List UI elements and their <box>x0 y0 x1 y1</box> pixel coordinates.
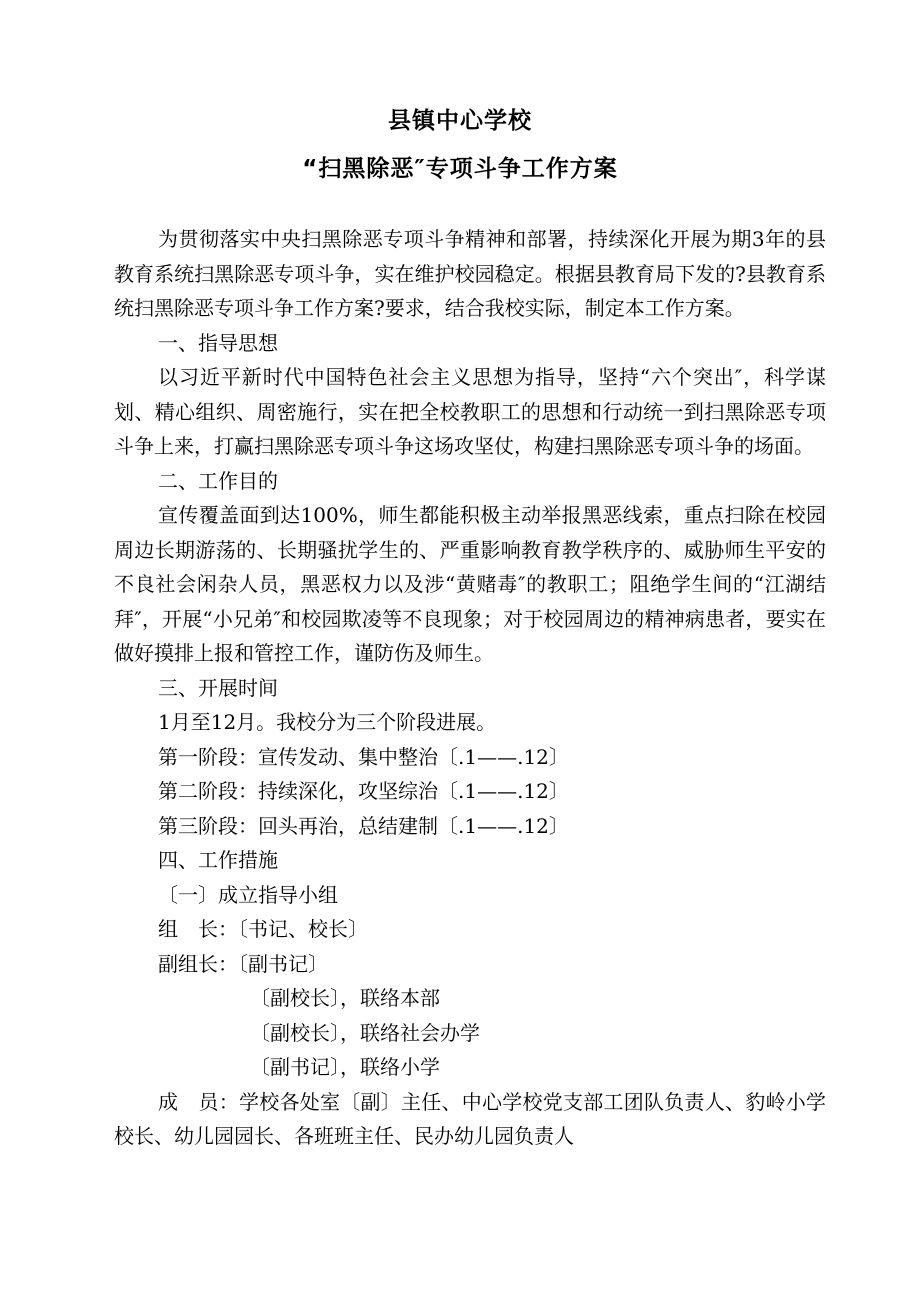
work-objective-paragraph: 宣传覆盖面到达100%，师生都能积极主动举报黑恶线索，重点扫除在校园周边长期游荡的、长期骚扰学生的、严重影响教育教学秩序的、威胁师生平安的不良社会闲杂人员，黑恶权力以及涉“黄赌毒″的教职工；阻绝学生间的“江湖结拜″，开展“小兄弟″和校园欺凌等不良现象；对于校园周边的精神病患者，要实在做好摸排上报和管控工作，谨防伤及师生。 <box>114 503 826 665</box>
schedule-paragraph: 1月至12月。我校分为三个阶段进展。 <box>158 710 497 734</box>
deputy-member-line: 〔副校长〕，联络本部 <box>250 986 440 1010</box>
section-heading-work-objective: 二、工作目的 <box>158 468 278 493</box>
phase-three-line: 第三阶段：回头再治，总结建制〔.1——.12〕 <box>158 813 569 838</box>
section-heading-measures: 四、工作措施 <box>158 848 278 872</box>
section-heading-schedule: 三、开展时间 <box>158 675 278 700</box>
guiding-ideology-paragraph: 以习近平新时代中国特色社会主义思想为指导，坚持“六个突出″，科学谋划、精心组织、周密施行，实在把全校教职工的思想和行动统一到扫黑除恶专项斗争上来，打赢扫黑除恶专项斗争这场攻坚仗，构建扫黑除恶专项斗争的场面。 <box>114 365 826 458</box>
deputy-leader-line: 副组长：〔副书记〕 <box>158 951 328 976</box>
document-body <box>114 222 826 1154</box>
deputy-member-line: 〔副校长〕，联络社会办学 <box>250 1020 480 1045</box>
phase-one-line: 第一阶段：宣传发动、集中整治〔.1——.12〕 <box>158 744 569 769</box>
group-leader-line: 组 长：〔书记、校长〕 <box>158 917 368 941</box>
section-heading-guiding-ideology: 一、指导思想 <box>158 330 278 355</box>
document-title: 县镇中心学校 <box>388 108 532 134</box>
subsection-heading-leading-group: 〔一〕成立指导小组 <box>158 882 338 907</box>
deputy-member-line: 〔副书记〕，联络小学 <box>250 1055 440 1079</box>
intro-paragraph: 为贯彻落实中央扫黑除恶专项斗争精神和部署，持续深化开展为期3年的县教育系统扫黑除恶专项斗争，实在维护校园稳定。根据县教育局下发的?县教育系统扫黑除恶专项斗争工作方案?要求，结合我校实际，制定本工作方案。 <box>114 227 826 320</box>
members-paragraph: 成 员：学校各处室〔副〕主任、中心学校党支部工团队负责人、豹岭小学校长、幼儿园园长、各班班主任、民办幼儿园负责人 <box>114 1089 826 1148</box>
document-subtitle: “扫黑除恶″专项斗争工作方案 <box>302 156 618 182</box>
phase-two-line: 第二阶段：持续深化，攻坚综治〔.1——.12〕 <box>158 779 569 803</box>
